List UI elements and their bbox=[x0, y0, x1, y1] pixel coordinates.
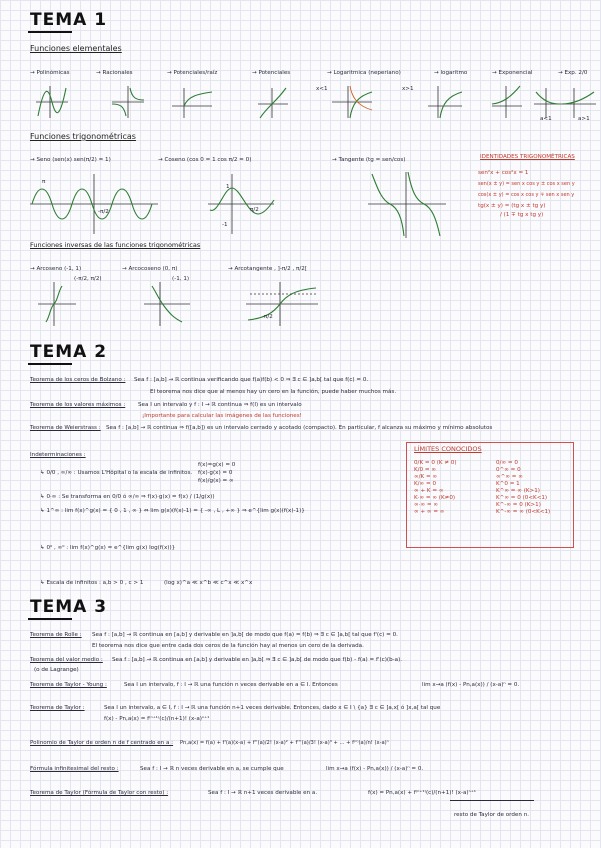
indet-0-0: ↳ 0/0 , ∞/∞ : Usamos L'Hôpital o la escala de infinitos. bbox=[40, 470, 193, 476]
resto-label: Teorema de Taylor (Fórmula de Taylor con resto) : bbox=[30, 790, 169, 796]
section-inversas: Funciones inversas de las funciones trigonométricas bbox=[30, 241, 201, 249]
trig-seno: → Seno (sen(x) sen(π/2) = 1) bbox=[30, 157, 111, 163]
limite-item: K^∞ = ∞ (K>1) bbox=[496, 488, 540, 494]
inversas-graphs bbox=[36, 280, 326, 330]
bolzano-note: El teorema nos dice que al menos hay un cero en la función, puede haber muchos más. bbox=[150, 389, 397, 395]
elem-log-neperiano: → Logaritmica (neperiano) bbox=[327, 70, 401, 76]
indet-cases-3: f(x)/g(x) = ∞ bbox=[198, 478, 234, 484]
section-trig: Funciones trigonométricas bbox=[30, 132, 136, 141]
indet-cases-2: f(x)·g(x) = 0 bbox=[198, 470, 233, 476]
formulas-text: Sea f : I → ℝ n veces derivable en a, se cumple que bbox=[140, 766, 284, 772]
limite-item: ∞·∞ = ∞ bbox=[414, 502, 439, 508]
polinomio-formula: Pn,a(x) = f(a) + f'(a)(x-a) + f''(a)/2! (x-a)² + f'''(a)/3! (x-a)³ + ... + f⁽ⁿ⁾(a)/n! (x-a)ⁿ bbox=[180, 740, 389, 746]
elem-exponencial: → Exponencial bbox=[492, 70, 533, 76]
indet-1-inf: ↳ 1^∞ : lim f(x)^g(x) = { 0 , 1 , ∞ } ⇔ lim g(x)(f(x)-1) = { -∞ , L , +∞ } ⇒ e^{lim g(x)(f(x)-1)} bbox=[40, 508, 305, 514]
taylor-young-label: Teorema de Taylor - Young : bbox=[30, 682, 107, 688]
taylor-young-formula: lim x→a (f(x) - Pn,a(x)) / (x-a)ⁿ = 0. bbox=[422, 682, 520, 688]
tvm-text: Sea f : [a,b] → ℝ continua en [a,b] y derivable en ]a,b[ ⇒ ∃ c ∈ ]a,b[ de modo que f(b) - f(a) = f'(c)(b-a). bbox=[112, 657, 403, 663]
tick-pi-half: π/2 bbox=[250, 207, 259, 213]
elem-polinomicas: → Polinómicas bbox=[30, 70, 70, 76]
indet-cases-1: f(x)=g(x) = 0 bbox=[198, 462, 236, 468]
indet-0-0-inf-0: ↳ 0⁰ , ∞⁰ : lim f(x)^g(x) = e^{lim g(x) log(f(x))} bbox=[40, 545, 176, 551]
escala-label: ↳ Escala de infinitos : a,b > 0 , c > 1 bbox=[40, 580, 144, 586]
maximos-label: Teorema de los valores máximos : bbox=[30, 402, 126, 408]
maximos-note: ¡Importante para calcular las imágenes de las funciones! bbox=[142, 413, 302, 419]
trig-tangente: → Tangente (tg = sen/cos) bbox=[332, 157, 406, 163]
tick-pi: π bbox=[42, 179, 46, 185]
arcsin-range: (-π/2, π/2) bbox=[74, 276, 102, 282]
trig-graphs bbox=[28, 170, 448, 242]
tick-x-gt-1: x>1 bbox=[402, 86, 414, 92]
elem-potenciales-raiz: → Potenciales/raíz bbox=[167, 70, 218, 76]
inv-arcocoseno: → Arcocoseno (0, π) bbox=[122, 266, 178, 272]
bolzano-label: Teorema de los ceros de Bolzano : bbox=[30, 377, 126, 383]
bolzano-text: Sea f : [a,b] → ℝ continua verificando que f(a)f(b) < 0 ⇒ ∃ c ∈ ]a,b[ tal que f(c) = 0. bbox=[134, 377, 369, 383]
resto-underline bbox=[450, 800, 534, 801]
title-underline bbox=[28, 618, 72, 620]
taylor-text: Sea I un intervalo, a ∈ I, f : I → ℝ una función n+1 veces derivable. Entonces, dado x ∈ I \ {a} ∃ c ∈ ]a,x[ ó ]x,a[ tal que bbox=[104, 705, 441, 711]
identidad-3: cos(x ± y) = cos x cos y ∓ sen x sen y bbox=[478, 192, 575, 198]
limite-item: ∞ + ∞ = ∞ bbox=[414, 509, 445, 515]
identidades-title: IDENTIDADES TRIGONOMÉTRICAS bbox=[480, 154, 575, 160]
formulas-label: Fórmula infinitesimal del resto : bbox=[30, 766, 119, 772]
resto-text: Sea f : I → ℝ n+1 veces derivable en a. bbox=[208, 790, 318, 796]
limite-item: K^-∞ = 0 (K>1) bbox=[496, 502, 541, 508]
section-elementales: Funciones elementales bbox=[30, 44, 122, 53]
elem-potenciales: → Potenciales bbox=[252, 70, 291, 76]
title-underline bbox=[28, 31, 72, 33]
title-underline bbox=[28, 363, 72, 365]
tvm-label: Teorema del valor medio : bbox=[30, 657, 103, 663]
rolle-text: Sea f : [a,b] → ℝ continua en [a,b] y derivable en ]a,b[ de modo que f(a) = f(b) ⇒ ∃ c ∈ ]a,b[ tal que f'(c) = 0. bbox=[92, 632, 398, 638]
trig-coseno: → Coseno (cos 0 = 1 cos π/2 = 0) bbox=[158, 157, 252, 163]
weierstrass-label: Teorema de Weierstrass : bbox=[30, 425, 101, 431]
limite-item: K·∞ = ∞ (K≠0) bbox=[414, 495, 456, 501]
limite-item: K/∞ = 0 bbox=[414, 481, 437, 487]
tick-x-lt-1: x<1 bbox=[316, 86, 328, 92]
limite-item: 0/K = 0 (K ≠ 0) bbox=[414, 460, 457, 466]
tick-a-lt-1: a<1 bbox=[540, 116, 552, 122]
tick-minus-one: -1 bbox=[222, 222, 228, 228]
resto-formula: f(x) = Pn,a(x) + f⁽ⁿ⁺¹⁾(c)/(n+1)! (x-a)ⁿ⁺¹ bbox=[368, 790, 477, 796]
limite-item: ∞ + K = ∞ bbox=[414, 488, 444, 494]
identidad-1: sen²x + cos²x = 1 bbox=[478, 170, 529, 176]
identidad-4: tg(x ± y) = (tg x ± tg y) bbox=[478, 203, 546, 209]
tema3-title: TEMA 3 bbox=[30, 597, 108, 617]
arccos-range: (-1, 1) bbox=[172, 276, 190, 282]
limite-item: K^0 = 1 bbox=[496, 481, 520, 487]
tema2-title: TEMA 2 bbox=[30, 342, 108, 362]
limites-left bbox=[414, 460, 494, 516]
formulas-formula: lim x→a (f(x) - Pn,a(x)) / (x-a)ⁿ = 0. bbox=[326, 766, 424, 772]
taylor-formula: f(x) - Pn,a(x) = f⁽ⁿ⁺¹⁾(c)/(n+1)! (x-a)ⁿ⁺¹ bbox=[104, 716, 210, 722]
limite-item: K^∞ = 0 (0<K<1) bbox=[496, 495, 548, 501]
indet-label: Indeterminaciones : bbox=[30, 452, 86, 458]
rolle-label: Teorema de Rolle : bbox=[30, 632, 82, 638]
identidad-5: / (1 ∓ tg x tg y) bbox=[500, 212, 544, 218]
limite-item: 0^∞ = 0 bbox=[496, 467, 521, 473]
inv-arcotangente: → Arcotangente , ]-π/2 , π/2[ bbox=[228, 266, 307, 272]
tick-minus-pi-half: -π/2 bbox=[98, 209, 109, 215]
elem-racionales: → Racionales bbox=[96, 70, 133, 76]
inv-arcoseno: → Arcoseno (-1, 1) bbox=[30, 266, 82, 272]
escala-value: (log x)^a ≪ x^b ≪ c^x ≪ x^x bbox=[164, 580, 253, 586]
limites-title: LÍMITES CONOCIDOS bbox=[414, 445, 482, 453]
identidad-2: sen(x ± y) = sen x cos y ± cos x sen y bbox=[478, 181, 575, 187]
limite-item: K^-∞ = ∞ (0<K<1) bbox=[496, 509, 551, 515]
limites-right bbox=[496, 460, 570, 516]
maximos-text: Sea I un intervalo y f : I → ℝ continua ⇒ f(I) es un intervalo bbox=[138, 402, 302, 408]
elem-logaritmo: → logaritmo bbox=[434, 70, 468, 76]
limite-item: ∞/K = ∞ bbox=[414, 474, 438, 480]
rolle-note: El teorema nos dice que entre cada dos ceros de la función hay al menos un cero de la derivada. bbox=[92, 643, 364, 649]
taylor-label: Teorema de Taylor : bbox=[30, 705, 85, 711]
tick-one: 1 bbox=[226, 184, 230, 190]
polinomio-label: Polinomio de Taylor de orden n de f centrado en a : bbox=[30, 740, 174, 746]
taylor-young-text: Sea I un intervalo, f : I → ℝ una función n veces derivable en a ∈ I. Entonces bbox=[124, 682, 338, 688]
tvm-note: (o de Lagrange) bbox=[34, 667, 79, 673]
elem-exp2: → Exp. 2/0 bbox=[558, 70, 588, 76]
limite-item: 0/∞ = 0 bbox=[496, 460, 518, 466]
resto-note: resto de Taylor de orden n. bbox=[454, 812, 530, 818]
limite-item: K/0 = ∞ bbox=[414, 467, 437, 473]
weierstrass-text: Sea f : [a,b] → ℝ continua ⇒ f([a,b]) es un intervalo cerrado y acotado (compacto). En particular, f alcanza su máximo y mínimo absolutos bbox=[106, 425, 493, 431]
indet-0-inf: ↳ 0·∞ : Se transforma en 0/0 ó ∞/∞ ⇒ f(x)·g(x) = f(x) / (1/g(x)) bbox=[40, 494, 215, 500]
arctg-label: -π/2 bbox=[262, 314, 273, 320]
tick-a-gt-1: a>1 bbox=[578, 116, 590, 122]
limite-item: ∞^∞ = ∞ bbox=[496, 474, 523, 480]
tema1-title: TEMA 1 bbox=[30, 10, 108, 30]
